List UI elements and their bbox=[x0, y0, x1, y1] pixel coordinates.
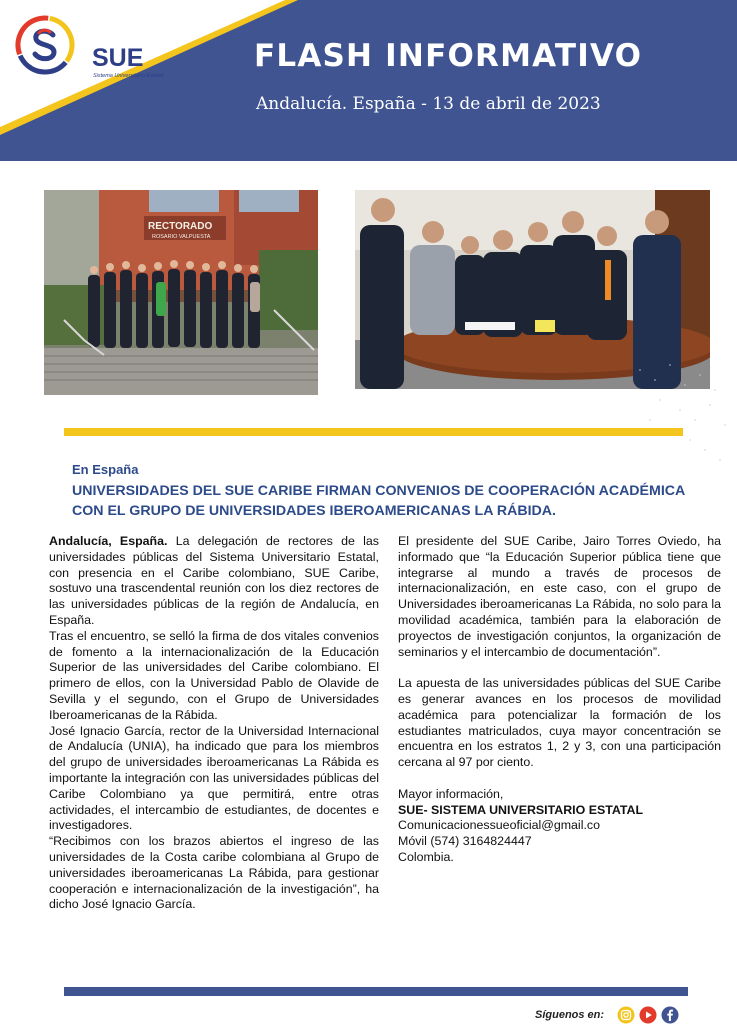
article-kicker: En España bbox=[72, 462, 139, 477]
photo-group-rectorado bbox=[44, 190, 318, 395]
article-headline: UNIVERSIDADES DEL SUE CARIBE FIRMAN CONVENIOS DE COOPERACIÓN ACADÉMICA CON EL GRUPO DE UNIVERSIDADES IBEROAMERICANAS LA RÁBIDA. bbox=[72, 483, 685, 519]
contact-intro: Mayor información, bbox=[398, 786, 504, 801]
lead-dateline: Andalucía, España. bbox=[49, 534, 168, 548]
contact-email[interactable]: Comunicacionessueoficial@gmail.co bbox=[398, 818, 600, 833]
page-subtitle: Andalucía. España - 13 de abril de 2023 bbox=[256, 94, 601, 114]
paragraph-4: “Recibimos con los brazos abiertos el ingreso de las universidades de la Costa caribe colombiana al Grupo de universidades iberoamericanas La Rábida, para gestionar cooperación e internacionalización de la investigación”, ha dicho José Ignacio García. bbox=[49, 834, 379, 912]
contact-org: SUE- SISTEMA UNIVERSITARIO ESTATAL bbox=[398, 802, 644, 817]
page-title: FLASH INFORMATIVO bbox=[254, 38, 643, 74]
article-column-left bbox=[49, 534, 379, 913]
lead-text: La delegación de rectores de las universidades públicas del Sistema Universitario Estatal, con presencia en el Caribe colombiano, SUE Caribe, sostuvo una trascendental reunión con los diez rectores de las universidades públicas de la región de Andalucía, en España. bbox=[49, 534, 379, 627]
building-sign-name: ROSARIO VALPUESTA bbox=[152, 234, 211, 240]
youtube-icon[interactable] bbox=[639, 1006, 657, 1024]
building-sign-rectorado: RECTORADO bbox=[148, 221, 213, 232]
contact-phone: Móvil (574) 3164824447 bbox=[398, 834, 532, 849]
follow-label: Síguenos en: bbox=[535, 1009, 605, 1021]
article-column-right bbox=[398, 534, 721, 866]
contact-country: Colombia. bbox=[398, 849, 454, 864]
paragraph-2: Tras el encuentro, se selló la firma de dos vitales convenios de fomento a la internacionalización de la Educación Superior de las universidades del Caribe colombiano. El primero de ellos, con la Universidad Pablo de Olavide de Sevilla y el segundo, con el Grupo de Universidades Iberoamericanas de la Rábida. bbox=[49, 628, 379, 722]
sue-logo-icon bbox=[14, 14, 76, 76]
logo-tagline: Sistema Universitario Estatal bbox=[93, 73, 164, 79]
paragraph-lead bbox=[49, 534, 379, 629]
instagram-icon[interactable] bbox=[617, 1006, 635, 1024]
paragraph-6: La apuesta de las universidades públicas del SUE Caribe es generar avances en los procesos de movilidad académica para potencializar la formación de los estudiantes matriculados, cuya mayor concentración se encuentra en los estratos 1, 2 y 3, con una participación cercana al 97 por ciento. bbox=[398, 676, 721, 770]
paragraph-5: El presidente del SUE Caribe, Jairo Torres Oviedo, ha informado que “la Educación Superior pública tiene que integrarse al mundo a través de procesos de internacionalización, en este caso, con el grupo de Universidades iberoamericanas La Rábida, no solo para la movilidad académica, también para la elaboración de proyectos de investigación conjuntos, la organización de seminarios y el intercambio de documentación”. bbox=[398, 534, 721, 659]
divider-yellow bbox=[64, 428, 683, 436]
logo-name: SUE bbox=[92, 44, 144, 72]
divider-blue bbox=[64, 987, 688, 996]
facebook-icon[interactable] bbox=[661, 1006, 679, 1024]
paragraph-3: José Ignacio García, rector de la Universidad Internacional de Andalucía (UNIA), ha indicado que para los miembros del grupo de universidades iberoamericanas La Rábida es importante la integración con las universidades públicas del Caribe Colombiano ya que permitirá, entre otras actividades, el intercambio de estudiantes, de docentes e investigadores. bbox=[49, 723, 379, 833]
sue-logo bbox=[14, 14, 164, 79]
